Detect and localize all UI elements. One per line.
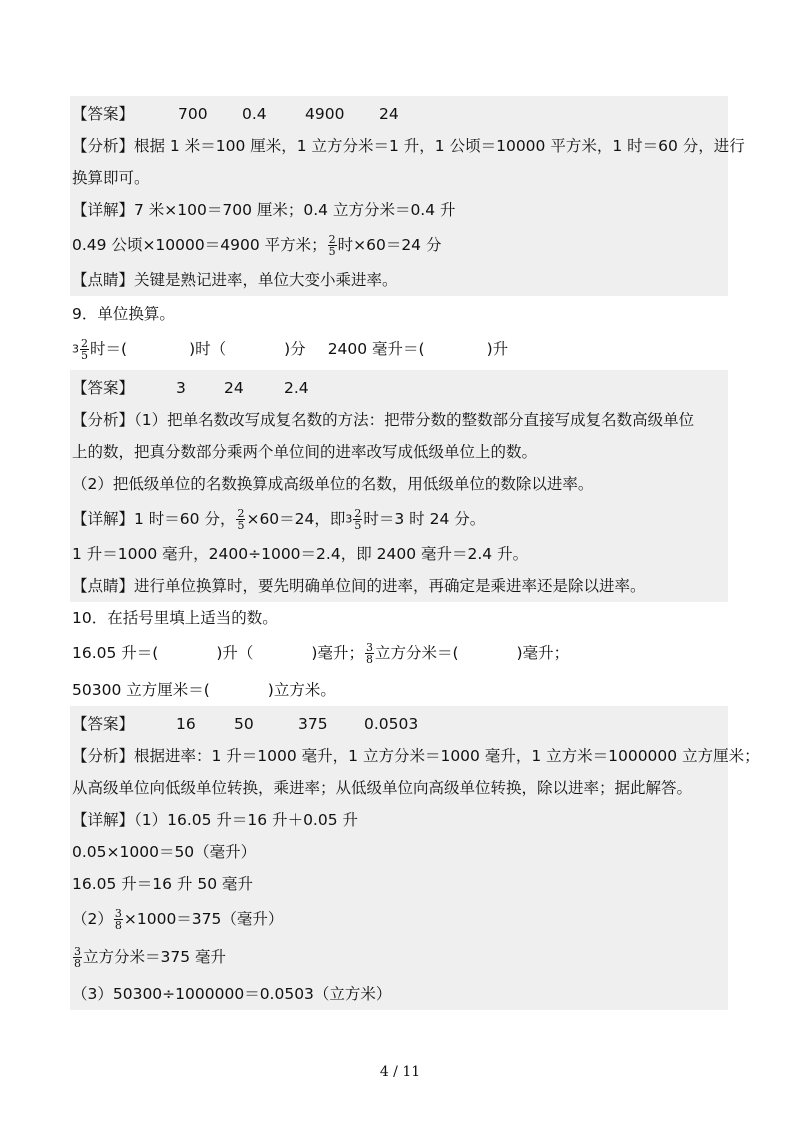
fraction: $\frac{3}{8}$ bbox=[114, 907, 122, 932]
fraction: $\frac{2}{5}$ bbox=[328, 233, 336, 258]
q10-analysis-1: 【分析】根据进率：1 升＝1000 毫升，1 立方分米＝1000 毫升，1 立方米＝1000000 立方厘米； bbox=[72, 747, 760, 765]
q8-analysis-2: 换算即可。 bbox=[72, 169, 150, 187]
q10-detail-3: 16.05 升＝16 升 50 毫升 bbox=[72, 875, 254, 893]
q9-analysis-3: （2）把低级单位的名数换算成高级单位的名数，用低级单位的数除以进率。 bbox=[72, 475, 594, 493]
answer-value: 2.4 bbox=[284, 379, 309, 397]
q9-title: 9．单位换算。 bbox=[72, 305, 175, 323]
fraction: $\frac{2}{5}$ bbox=[237, 507, 245, 532]
answer-label: 【答案】 bbox=[72, 379, 135, 397]
q9-tip: 【点睛】进行单位换算时，要先明确单位间的进率，再确定是乘进率还是除以进率。 bbox=[72, 577, 646, 595]
q8-tip: 【点睛】关键是熟记进率，单位大变小乘进率。 bbox=[72, 271, 398, 289]
q10-detail-6: （3）50300÷1000000＝0.0503（立方米） bbox=[72, 985, 392, 1003]
answer-value: 50 bbox=[234, 715, 254, 733]
q9-detail-2: 1 升＝1000 毫升，2400÷1000＝2.4，即 2400 毫升＝2.4 升。 bbox=[72, 545, 529, 563]
q10-analysis-2: 从高级单位向低级单位转换，乘进率；从低级单位向高级单位转换，除以进率；据此解答。 bbox=[72, 779, 693, 797]
answer-value: 700 bbox=[178, 105, 208, 123]
answer-value: 24 bbox=[224, 379, 244, 397]
q10-detail-4: （2） $\frac{3}{8}$ ×1000＝375（毫升） bbox=[72, 907, 284, 932]
q10-question-2: 50300 立方厘米＝( )立方米。 bbox=[72, 681, 336, 699]
q9-analysis-2: 上的数，把真分数部分乘两个单位间的进率改写成低级单位上的数。 bbox=[72, 443, 538, 461]
q10-answer bbox=[72, 714, 419, 734]
fraction: $\frac{3}{8}$ bbox=[74, 945, 81, 970]
q10-question-1: 16.05 升＝( )升（ )毫升； $\frac{3}{8}$ 立方分米＝( )毫升； bbox=[72, 641, 570, 666]
answer-value: 3 bbox=[176, 379, 186, 397]
answer-value: 0.4 bbox=[242, 105, 267, 123]
fraction: $\frac{3}{8}$ bbox=[365, 641, 373, 666]
answer-value: 4900 bbox=[305, 105, 345, 123]
q8-answer bbox=[72, 104, 399, 124]
q9-detail-1: 【详解】1 时＝60 分， $\frac{2}{5}$ ×60＝24，即3 $\frac{2}{5}$ 时＝3 时 24 分。 bbox=[72, 507, 486, 532]
q8-detail-1: 【详解】7 米×100＝700 厘米；0.4 立方分米＝0.4 升 bbox=[72, 201, 456, 219]
q9-answer bbox=[72, 378, 309, 398]
answer-value: 16 bbox=[176, 715, 196, 733]
q10-detail-2: 0.05×1000＝50（毫升） bbox=[72, 843, 257, 861]
q10-title: 10．在括号里填上适当的数。 bbox=[72, 609, 278, 627]
q8-detail-2: 0.49 公顷×10000＝4900 平方米； $\frac{2}{5}$ 时×60＝24 分 bbox=[72, 233, 442, 258]
q10-detail-1: 【详解】（1）16.05 升＝16 升＋0.05 升 bbox=[72, 811, 359, 829]
q8-analysis-1: 【分析】根据 1 米＝100 厘米，1 立方分米＝1 升，1 公顷＝10000 平方米，1 时＝60 分，进行 bbox=[72, 137, 745, 155]
answer-label: 【答案】 bbox=[72, 105, 135, 123]
answer-label: 【答案】 bbox=[72, 715, 135, 733]
q9-question: 3 $\frac{2}{5}$ 时＝( )时（ )分 2400 毫升＝( )升 bbox=[72, 337, 509, 362]
q10-detail-5: $\frac{3}{8}$ 立方分米＝375 毫升 bbox=[74, 945, 227, 970]
page-number: 4 / 11 bbox=[379, 1064, 421, 1080]
q9-analysis-1: 【分析】（1）把单名数改写成复名数的方法：把带分数的整数部分直接写成复名数高级单位 bbox=[72, 411, 695, 429]
mixed-number: 3 $\frac{2}{5}$ bbox=[72, 337, 88, 362]
mixed-number: 3 $\frac{2}{5}$ bbox=[345, 507, 362, 532]
answer-value: 24 bbox=[379, 105, 399, 123]
answer-value: 375 bbox=[298, 715, 328, 733]
answer-value: 0.0503 bbox=[364, 715, 419, 733]
q8-answer-block bbox=[70, 96, 728, 296]
